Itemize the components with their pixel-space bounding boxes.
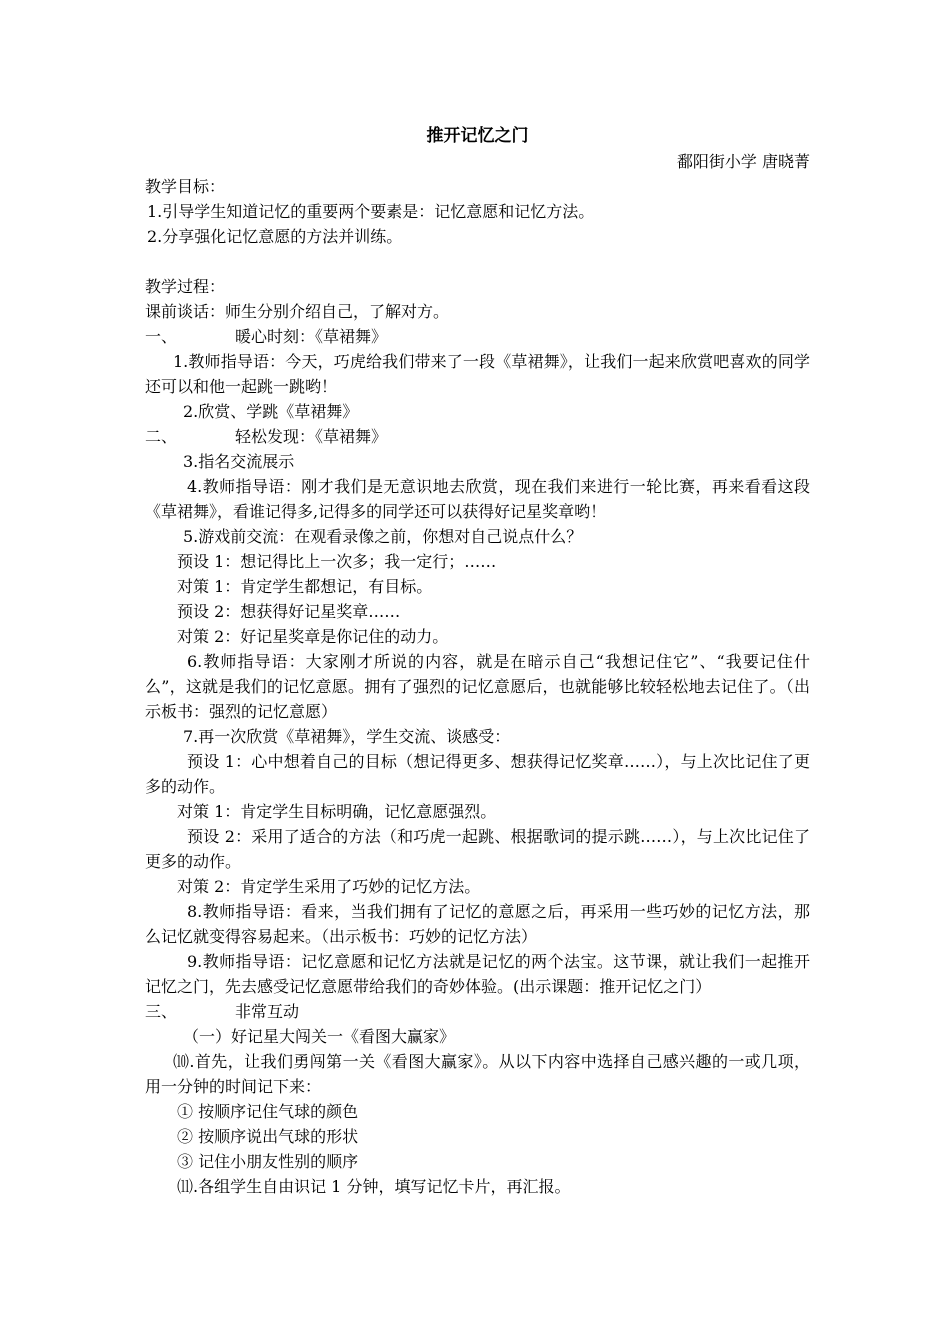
step-3: 3.指名交流展示 [183, 452, 295, 471]
option-3: ③ 记住小朋友性别的顺序 [177, 1152, 359, 1171]
goal-item-2: 2.分享强化记忆意愿的方法并训练。 [147, 227, 403, 246]
preset-3: 预设 1：心中想着自己的目标（想记得更多、想获得记忆奖章……），与上次比记住了更多的动作。 [145, 752, 810, 796]
step-6: 6.教师指导语：大家刚才所说的内容，就是在暗示自己“我想记住它”、“我要记住什么”，这就是我们的记忆意愿。拥有了强烈的记忆意愿后，也就能够比较轻松地去记住了。（出示板书：强烈的记忆意愿） [145, 652, 810, 721]
strategy-2: 对策 2：好记星奖章是你记住的动力。 [177, 627, 449, 646]
preset-2: 预设 2：想获得好记星奖章…… [177, 602, 401, 621]
preset-4: 预设 2：采用了适合的方法（和巧虎一起跳、根据歌词的提示跳……），与上次比记住了更多的动作。 [145, 827, 810, 871]
step-10: ⑽.首先，让我们勇闯第一关《看图大赢家》。从以下内容中选择自己感兴趣的一或几项，用一分钟的时间记下来： [145, 1052, 810, 1096]
section-2-number: 二、 [145, 427, 178, 446]
step-9: 9.教师指导语：记忆意愿和记忆方法就是记忆的两个法宝。这节课，就让我们一起推开记忆之门，先去感受记忆意愿带给我们的奇妙体验。(出示课题：推开记忆之门） [145, 952, 810, 996]
option-2: ② 按顺序说出气球的形状 [177, 1127, 359, 1146]
process-heading: 教学过程： [145, 277, 226, 296]
section-2-heading [145, 424, 810, 449]
section-3-heading [145, 999, 810, 1024]
step-8: 8.教师指导语：看来，当我们拥有了记忆的意愿之后，再采用一些巧妙的记忆方法，那么记忆就变得容易起来。（出示板书：巧妙的记忆方法） [145, 902, 810, 946]
section-2-title: 轻松发现：《草裙舞》 [235, 427, 388, 446]
section-1-number: 一、 [145, 327, 178, 346]
step-1: 1.教师指导语：今天，巧虎给我们带来了一段《草裙舞》，让我们一起来欣赏吧喜欢的同学还可以和他一起跳一跳哟！ [145, 352, 810, 396]
option-1: ① 按顺序记住气球的颜色 [177, 1102, 359, 1121]
section-1-title: 暖心时刻：《草裙舞》 [235, 327, 388, 346]
pre-talk: 课前谈话：师生分别介绍自己，了解对方。 [145, 302, 450, 321]
step-4: 4.教师指导语：刚才我们是无意识地去欣赏，现在我们来进行一轮比赛，再来看看这段《草裙舞》，看谁记得多,记得多的同学还可以获得好记星奖章哟！ [145, 477, 810, 521]
section-1-heading [145, 324, 810, 349]
document-title: 推开记忆之门 [426, 126, 529, 146]
step-7: 7.再一次欣赏《草裙舞》，学生交流、谈感受： [183, 727, 511, 746]
strategy-4: 对策 2：肯定学生采用了巧妙的记忆方法。 [177, 877, 481, 896]
section-3-number: 三、 [145, 1002, 178, 1021]
goal-item-1: 1.引导学生知道记忆的重要两个要素是：记忆意愿和记忆方法。 [147, 202, 595, 221]
step-2: 2.欣赏、学跳《草裙舞》 [183, 402, 359, 421]
strategy-3: 对策 1：肯定学生目标明确，记忆意愿强烈。 [177, 802, 497, 821]
spacer [145, 249, 810, 274]
document-page [145, 122, 810, 1199]
goals-heading: 教学目标： [145, 177, 226, 196]
step-11: ⑾.各组学生自由识记 1 分钟，填写记忆卡片，再汇报。 [177, 1177, 571, 1196]
preset-1: 预设 1：想记得比上一次多；我一定行；…… [177, 552, 497, 571]
section-3-title: 非常互动 [235, 1002, 300, 1021]
subsection-1-heading: （一）好记星大闯关一《看图大赢家》 [183, 1027, 456, 1046]
document-author: 鄱阳街小学 唐晓菁 [676, 152, 810, 171]
strategy-1: 对策 1：肯定学生都想记，有目标。 [177, 577, 433, 596]
step-5: 5.游戏前交流：在观看录像之前，你想对自己说点什么？ [183, 527, 583, 546]
